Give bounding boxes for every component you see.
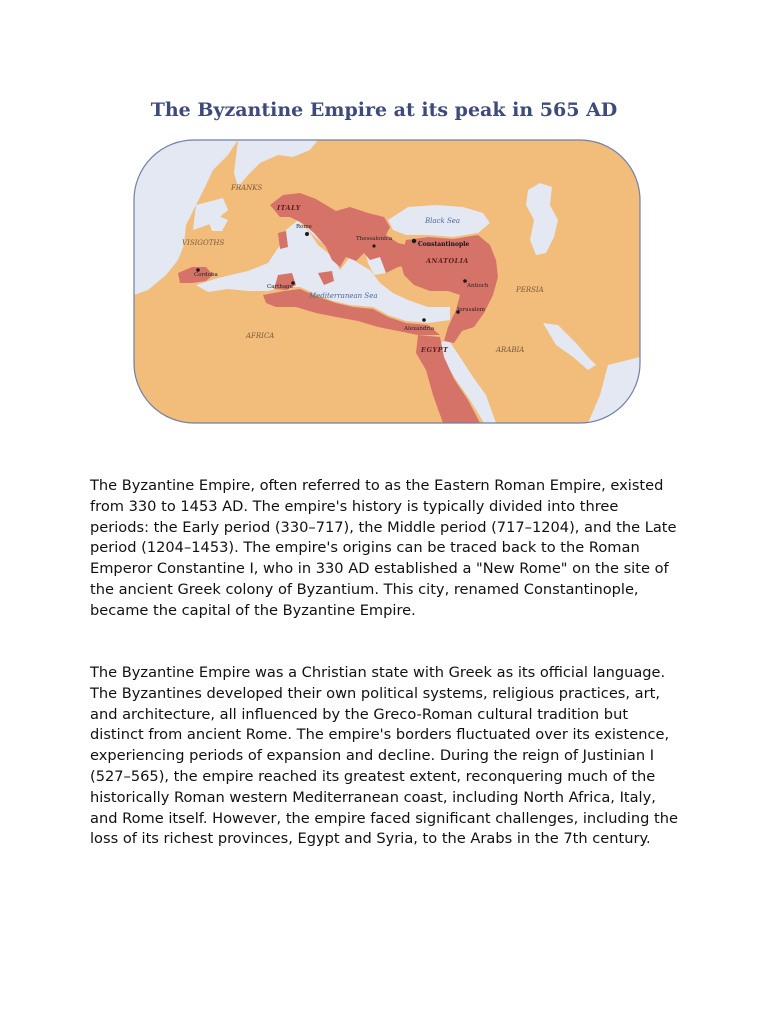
rome-dot bbox=[305, 232, 309, 236]
map-image bbox=[88, 95, 680, 433]
label-persia: PERSIA bbox=[516, 286, 544, 294]
thessalonica-dot bbox=[372, 244, 375, 247]
label-egypt: EGYPT bbox=[421, 346, 449, 354]
label-cordoba: Cordoba bbox=[194, 272, 218, 278]
paragraph-intro: The Byzantine Empire, often referred to as the Eastern Roman Empire, existed from 330 to 1453 AD. The empire's history is typically divided into three periods: the Early period (330–717), the Middle period (717–1204), and the Late period (1204–1453). The empire's origins can be traced back to the Roman Emperor Constantine I, who in 330 AD established a "New Rome" on the site of the ancient Greek colony of Byzantium. This city, renamed Constantinople, became the capital of the Byzantine Empire. bbox=[90, 477, 677, 619]
map-figure bbox=[88, 95, 680, 433]
label-antioch: Antioch bbox=[467, 283, 489, 289]
label-anatolia: ANATOLIA bbox=[426, 257, 469, 265]
map-title: The Byzantine Empire at its peak in 565 AD bbox=[150, 99, 618, 121]
label-constantinople: Constantinople bbox=[418, 241, 470, 248]
label-mediterranean-sea: Mediterranean Sea bbox=[309, 292, 378, 300]
label-thessalonica: Thessalonica bbox=[356, 236, 393, 242]
label-black-sea: Black Sea bbox=[425, 217, 461, 225]
label-africa: AFRICA bbox=[246, 332, 275, 340]
paragraph-details: The Byzantine Empire was a Christian state with Greek as its official language. The Byzantines developed their own political systems, religious practices, art, and architecture, all influenced by the Greco-Roman cultural tradition but distinct from ancient Rome. The empire's borders fluctuated over its existence, experiencing periods of expansion and decline. During the reign of Justinian I (527–565), the empire reached its greatest extent, reconquering much of the historically Roman western Mediterranean coast, including North Africa, Italy, and Rome itself. However, the empire faced significant challenges, including the loss of its richest provinces, Egypt and Syria, to the Arabs in the 7th century. bbox=[90, 664, 678, 848]
label-arabia: ARABIA bbox=[496, 346, 525, 354]
label-alexandria: Alexandria bbox=[404, 326, 435, 332]
label-franks: FRANKS bbox=[231, 184, 263, 192]
constantinople-dot bbox=[412, 239, 416, 243]
label-rome: Rome bbox=[296, 224, 312, 230]
label-carthage: Carthage bbox=[267, 284, 293, 290]
label-visigoths: VISIGOTHS bbox=[182, 239, 225, 247]
alexandria-dot bbox=[422, 318, 426, 322]
label-jerusalem: Jerusalem bbox=[457, 307, 485, 313]
label-italy: ITALY bbox=[277, 204, 301, 212]
